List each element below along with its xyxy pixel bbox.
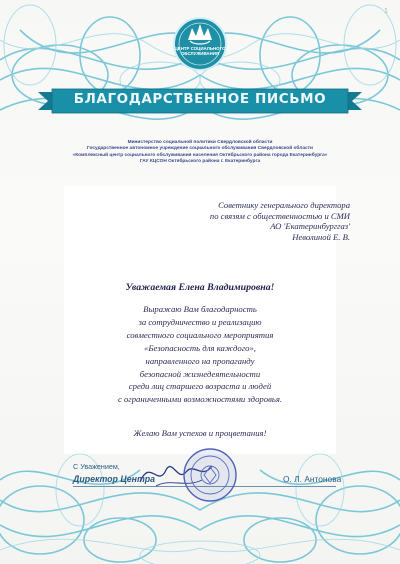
signature-respect: С Уважением, <box>73 462 120 471</box>
addressee-line: Неволиной Е. В. <box>292 231 350 242</box>
addressee-line: АО 'Екатеринбурггаз' <box>270 221 350 232</box>
org-line: ГАУ КЦСОН Октябрьского района г. Екатеринбурга <box>139 159 261 165</box>
body-line: среди лиц старшего возраста и людей <box>128 381 272 392</box>
logo-line: ЦЕНТР СОЦИАЛЬНОГО <box>174 46 226 51</box>
salutation: Уважаемая Елена Владимировна! <box>125 282 275 293</box>
org-line: Государственное автономное учреждение социального обслуживания Свердловской области <box>87 146 313 152</box>
closing-wish: Желаю Вам успехов и процветания! <box>133 428 267 438</box>
signature-title: Директор Центра <box>73 474 156 484</box>
center-logo-icon <box>168 14 232 72</box>
body-line: безопасной жизнедеятельности <box>139 368 261 379</box>
gratitude-text <box>50 303 350 406</box>
signature-name: О. Л. Антонова <box>283 474 342 484</box>
logo-caption <box>170 46 230 56</box>
body-line: совместного социального мероприятия <box>126 329 274 340</box>
addressee-line: Советнику генерального директора <box>218 200 350 210</box>
body-line: с ограниченными возможностями здоровья. <box>117 394 283 405</box>
body-line: Выражаю Вам благодарность <box>143 304 257 314</box>
addressee-line: по связям с общественностью и СМИ <box>209 210 350 221</box>
body-line: за сотрудничество и реализацию <box>138 316 262 327</box>
org-line: «Комплексный центр социального обслуживания населения Октябрьского района города Екатеринбурга» <box>72 152 328 158</box>
body-line: «Безопасность для каждого», <box>144 342 256 353</box>
logo-line: ОБСЛУЖИВАНИЯ <box>180 51 220 56</box>
organization-header <box>50 140 350 166</box>
org-line: Министерство социальной политики Свердловской области <box>127 140 273 145</box>
page-number: 1 <box>384 8 388 15</box>
body-line: направленного на пропаганду <box>145 355 255 366</box>
official-stamp-icon <box>180 446 240 504</box>
addressee-block <box>150 200 350 242</box>
certificate-title: БЛАГОДАРСТВЕННОЕ ПИСЬМО <box>73 91 327 107</box>
